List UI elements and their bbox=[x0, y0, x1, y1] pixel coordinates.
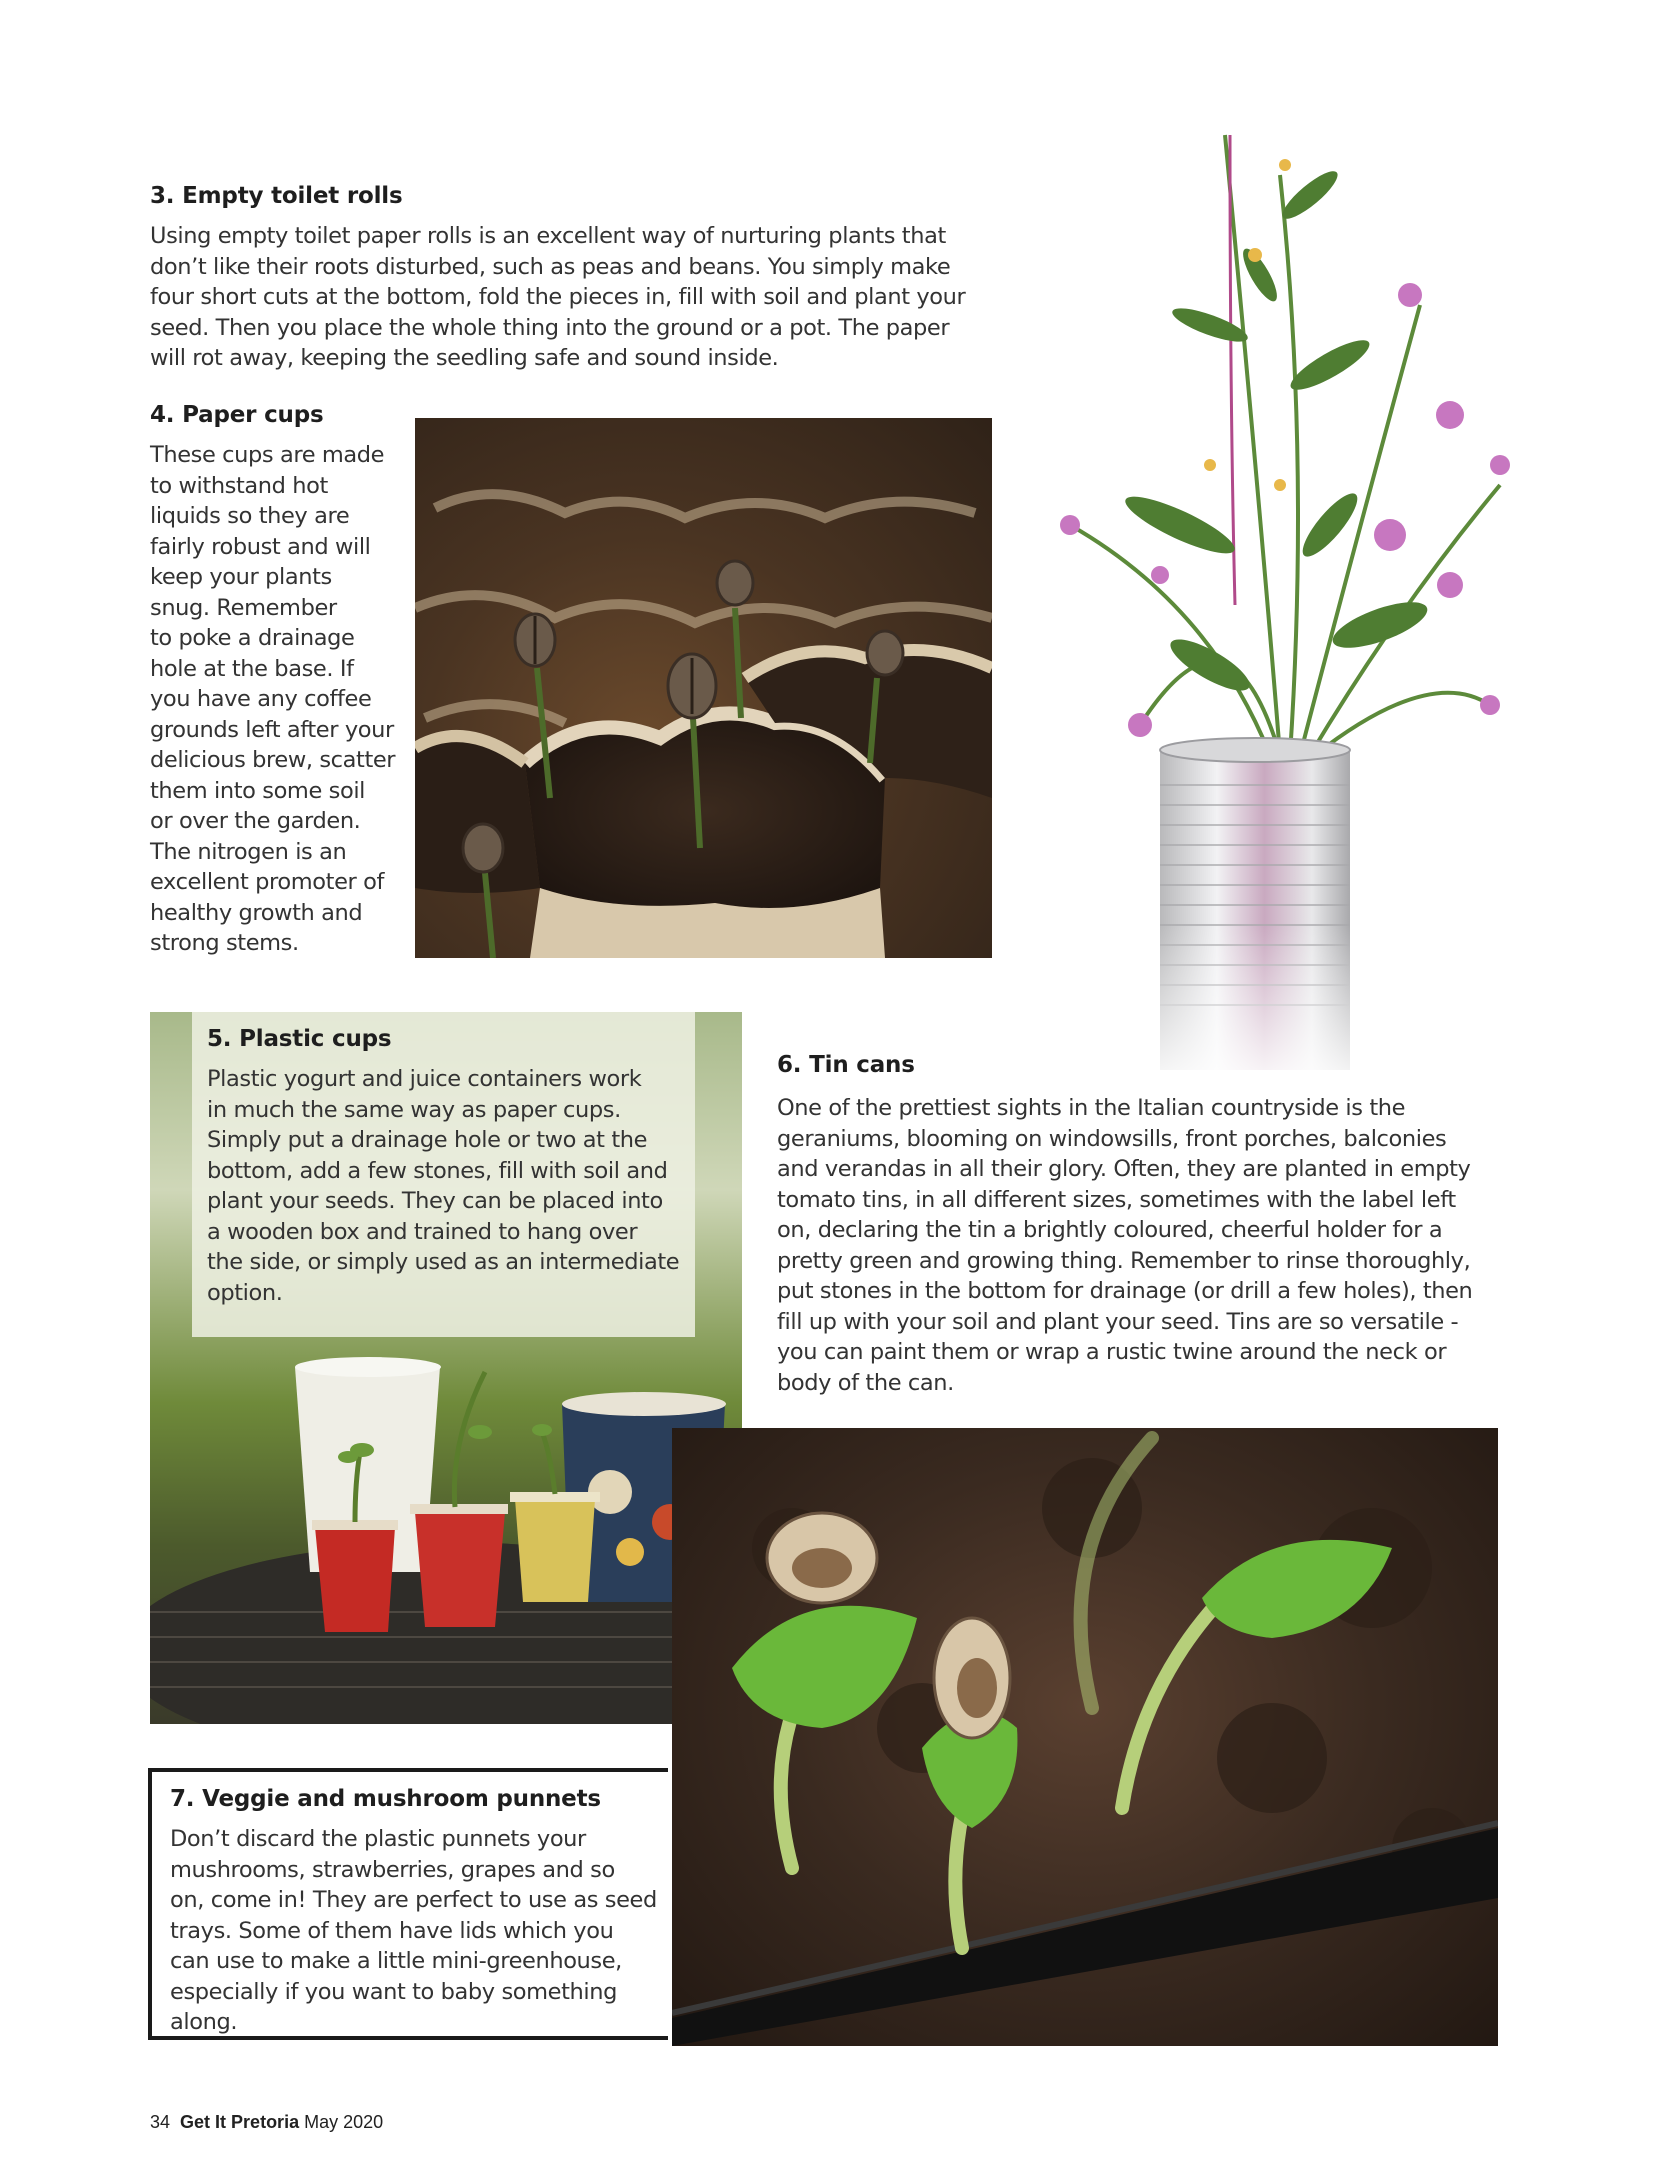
line: healthy growth and bbox=[150, 899, 363, 926]
line: a wooden box and trained to hang over bbox=[207, 1218, 638, 1245]
line: plant your seeds. They can be placed into bbox=[207, 1188, 663, 1214]
line: tomato tins, in all different sizes, sometimes with the label left bbox=[777, 1186, 1456, 1213]
line: geraniums, blooming on windowsills, front porches, balconies bbox=[777, 1125, 1447, 1152]
line: don’t like their roots disturbed, such as peas and beans. You simply make bbox=[150, 253, 951, 280]
line: or over the garden. bbox=[150, 808, 361, 834]
line: them into some soil bbox=[150, 777, 366, 804]
line: These cups are made bbox=[150, 442, 385, 468]
line: to withstand hot bbox=[150, 472, 328, 499]
line: keep your plants bbox=[150, 564, 332, 590]
line: the side, or simply used as an intermediate bbox=[207, 1249, 680, 1275]
punnets-text-box bbox=[148, 1768, 668, 2040]
flowers-in-tin-can-photo bbox=[980, 105, 1560, 1095]
line: body of the can. bbox=[777, 1369, 954, 1396]
line: bottom, add a few stones, fill with soil and bbox=[207, 1157, 668, 1184]
line: The nitrogen is an bbox=[150, 838, 347, 865]
line: hole at the base. If bbox=[150, 655, 354, 682]
publication-name: Get It Pretoria bbox=[180, 2112, 300, 2132]
line: delicious brew, scatter bbox=[150, 747, 396, 773]
line: excellent promoter of bbox=[150, 869, 385, 895]
line: strong stems. bbox=[150, 930, 299, 956]
line: pretty green and growing thing. Remember to rinse thoroughly, bbox=[777, 1247, 1471, 1274]
heading-punnets: 7. Veggie and mushroom punnets bbox=[170, 1786, 601, 1812]
heading-paper-cups: 4. Paper cups bbox=[150, 402, 324, 428]
body-punnets bbox=[170, 1824, 660, 2038]
line: Don’t discard the plastic punnets your bbox=[170, 1826, 586, 1852]
line: fairly robust and will bbox=[150, 533, 371, 560]
line: Using empty toilet paper rolls is an excellent way of nurturing plants that bbox=[150, 223, 946, 249]
body-paper-cups bbox=[150, 440, 410, 959]
section-tin-cans bbox=[777, 1052, 1507, 1398]
line: seed. Then you place the whole thing into the ground or a pot. The paper bbox=[150, 314, 950, 341]
line: four short cuts at the bottom, fold the pieces in, fill with soil and plant your bbox=[150, 284, 966, 310]
page-number: 34 bbox=[150, 2112, 171, 2132]
issue-date: May 2020 bbox=[304, 2112, 384, 2132]
line: you can paint them or wrap a rustic twine around the neck or bbox=[777, 1339, 1447, 1365]
heading-plastic-cups: 5. Plastic cups bbox=[207, 1026, 392, 1052]
heading-toilet-rolls: 3. Empty toilet rolls bbox=[150, 183, 403, 209]
line: One of the prettiest sights in the Italian countryside is the bbox=[777, 1095, 1406, 1121]
line: Simply put a drainage hole or two at the bbox=[207, 1127, 648, 1153]
heading-tin-cans: 6. Tin cans bbox=[777, 1052, 915, 1078]
line: to poke a drainage bbox=[150, 625, 355, 651]
line: liquids so they are bbox=[150, 503, 350, 529]
page-footer bbox=[150, 2112, 383, 2133]
line: and verandas in all their glory. Often, they are planted in empty bbox=[777, 1156, 1471, 1182]
body-tin-cans bbox=[777, 1093, 1507, 1398]
line: on, declaring the tin a brightly coloured, cheerful holder for a bbox=[777, 1217, 1443, 1243]
line: you have any coffee bbox=[150, 686, 372, 712]
line: fill up with your soil and plant your seed. Tins are so versatile - bbox=[777, 1308, 1459, 1335]
line: in much the same way as paper cups. bbox=[207, 1096, 621, 1123]
body-toilet-rolls bbox=[150, 221, 980, 374]
plastic-cups-text-panel bbox=[192, 1012, 695, 1337]
line: option. bbox=[207, 1279, 283, 1306]
line: will rot away, keeping the seedling safe and sound inside. bbox=[150, 345, 779, 371]
line: on, come in! They are perfect to use as seed bbox=[170, 1887, 657, 1913]
body-plastic-cups bbox=[207, 1064, 687, 1308]
line: can use to make a little mini-greenhouse, bbox=[170, 1948, 622, 1974]
line: snug. Remember bbox=[150, 594, 337, 621]
section-toilet-rolls bbox=[150, 183, 980, 374]
section-paper-cups bbox=[150, 402, 410, 959]
line: mushrooms, strawberries, grapes and so bbox=[170, 1856, 615, 1883]
line: along. bbox=[170, 2009, 238, 2035]
line: especially if you want to baby something bbox=[170, 1978, 617, 2005]
line: Plastic yogurt and juice containers work bbox=[207, 1066, 642, 1092]
line: put stones in the bottom for drainage (or drill a few holes), then bbox=[777, 1278, 1473, 1304]
paper-cups-seedlings-photo bbox=[415, 418, 992, 958]
line: grounds left after your bbox=[150, 716, 394, 743]
line: trays. Some of them have lids which you bbox=[170, 1917, 614, 1944]
sprouting-seeds-photo bbox=[672, 1428, 1498, 2046]
